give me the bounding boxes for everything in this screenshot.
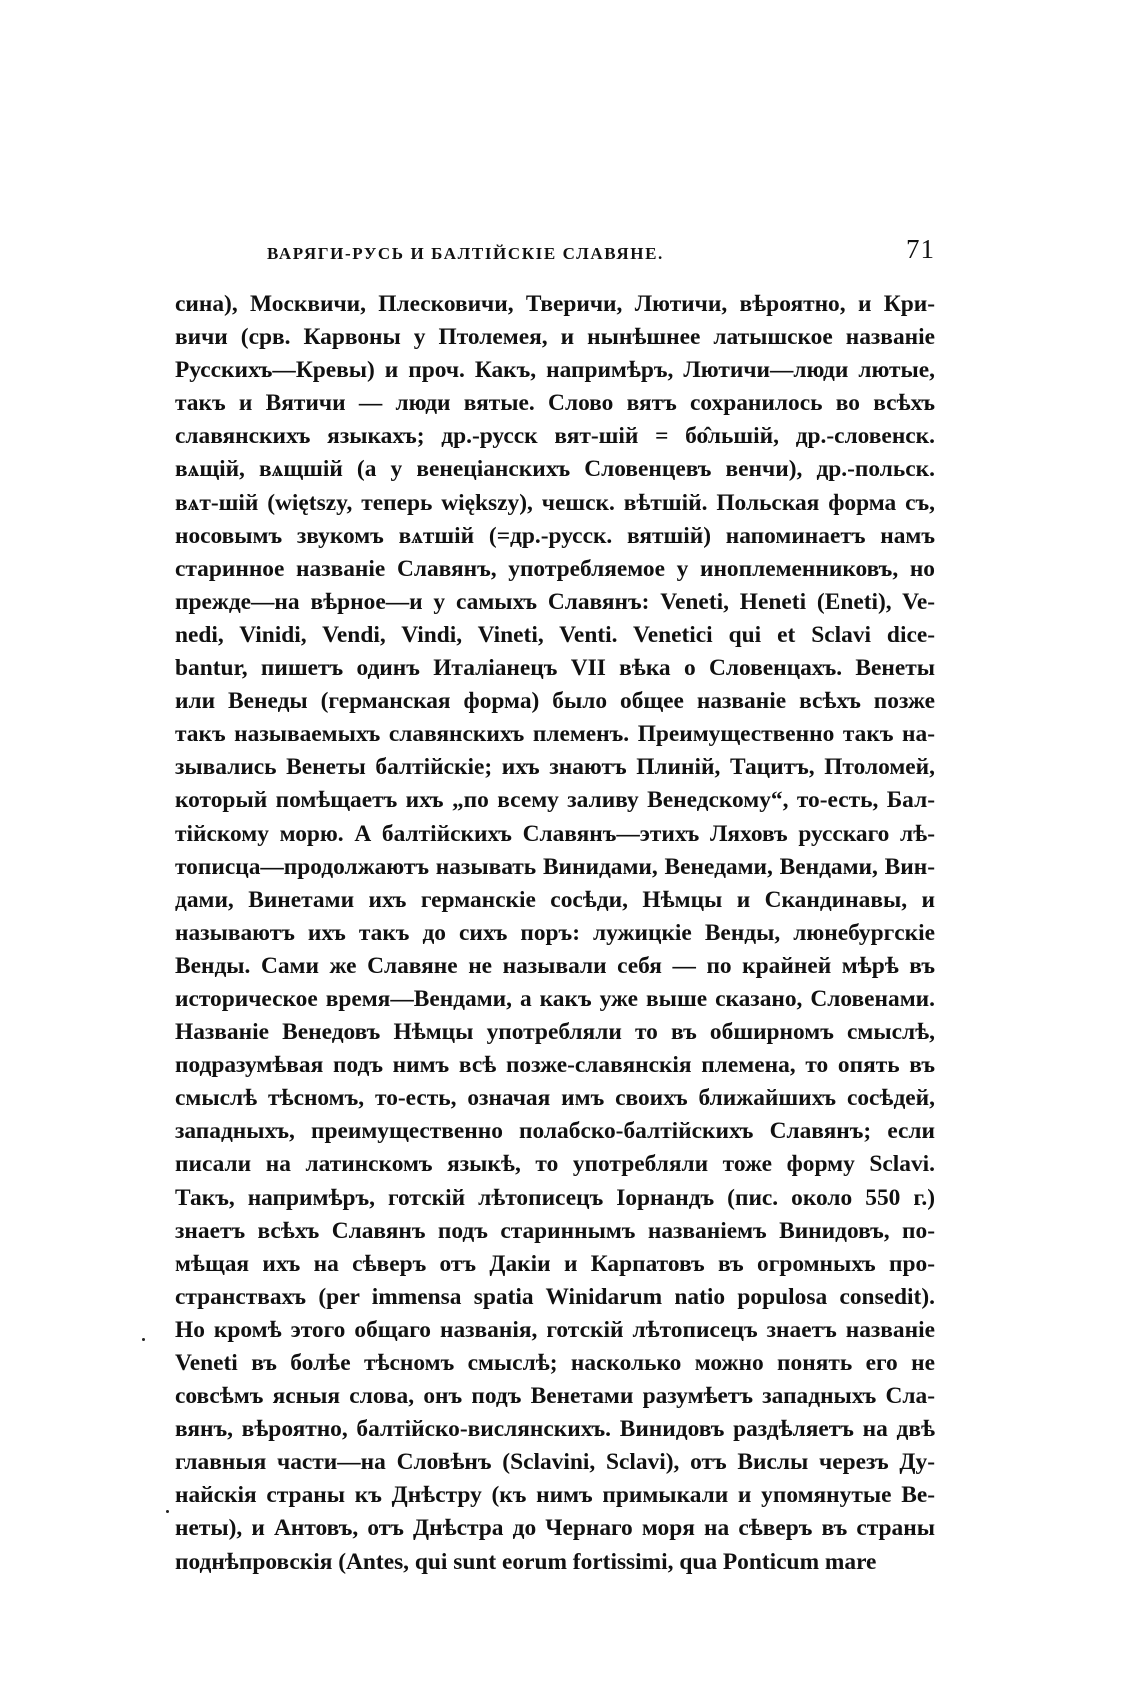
text-line: такъ называемыхъ славянскихъ племенъ. Преимущественно такъ на-	[175, 721, 935, 748]
text-line: Русскихъ—Кревы) и проч. Какъ, напримѣръ, Лютичи—люди лютые,	[175, 357, 935, 384]
text-line: западныхъ, преимущественно полабско-балтійскихъ Славянъ; если	[175, 1118, 935, 1145]
text-line: совсѣмъ ясныя слова, онъ подъ Венетами разумѣетъ западныхъ Сла-	[175, 1383, 935, 1410]
text-line: nedi, Vinidi, Vendi, Vindi, Vineti, Venti. Venetici qui et Sclavi dice-	[175, 621, 935, 648]
text-line: или Венеды (германская форма) было общее названіе всѣхъ позже	[175, 688, 935, 715]
text-line: поднѣпровскія (Antes, qui sunt eorum fortissimi, qua Ponticum mare	[175, 1548, 877, 1575]
text-line: главныя части—на Словѣнъ (Sclavini, Sclavi), отъ Вислы черезъ Ду-	[175, 1449, 935, 1476]
text-line: знаетъ всѣхъ Славянъ подъ стариннымъ названіемъ Винидовъ, по-	[175, 1217, 935, 1244]
page-number: 71	[906, 234, 935, 264]
ink-speck	[166, 1510, 169, 1513]
text-line: подразумѣвая подъ нимъ всѣ позже-славянскія племена, то опять въ	[175, 1052, 935, 1079]
text-line: зывались Венеты балтійскіе; ихъ знаютъ Плиній, Тацитъ, Птоломей,	[175, 754, 935, 781]
running-title: ВАРЯГИ-РУСЬ И БАЛТІЙСКІЕ СЛАВЯНЕ.	[267, 244, 664, 263]
text-line: мѣщая ихъ на сѣверъ отъ Дакіи и Карпатовъ въ огромныхъ про-	[175, 1250, 935, 1277]
text-line: вѧт-шій (więtszy, теперь większy), чешск. вѣтшій. Польская форма съ,	[175, 489, 935, 516]
text-line: называютъ ихъ такъ до сихъ поръ: лужицкіе Венды, люнебургскіе	[175, 919, 935, 946]
text-line: вѧщій, вѧщшій (а у венеціанскихъ Словенцевъ венчи), др.-польск.	[175, 456, 935, 483]
text-line: носовымъ звукомъ вѧтшій (=др.-русск. вятшій) напоминаетъ намъ	[175, 522, 935, 549]
text-line: странствахъ (per immensa spatia Winidarum natio populosa consedit).	[175, 1283, 935, 1310]
text-line: Но кромѣ этого общаго названія, готскій лѣтописецъ знаетъ названіе	[175, 1316, 935, 1343]
text-line: такъ и Вятичи — люди вятые. Слово вятъ сохранилось во всѣхъ	[175, 390, 935, 417]
text-line: старинное названіе Славянъ, употребляемое у иноплеменниковъ, но	[175, 555, 935, 582]
text-line: тійскому морю. А балтійскихъ Славянъ—этихъ Ляховъ русскаго лѣ-	[175, 820, 935, 847]
text-line: вянъ, вѣроятно, балтійско-вислянскихъ. Винидовъ раздѣляетъ на двѣ	[175, 1416, 935, 1443]
text-line: сина), Москвичи, Плесковичи, Тверичи, Лютичи, вѣроятно, и Кри-	[175, 291, 935, 317]
ink-speck	[142, 1338, 145, 1341]
body-text	[175, 288, 935, 1579]
text-line: Названіе Венедовъ Нѣмцы употребляли то въ обширномъ смыслѣ,	[175, 1019, 935, 1046]
text-line: неты), и Антовъ, отъ Днѣстра до Чернаго моря на сѣверъ въ страны	[175, 1515, 935, 1542]
text-line: вичи (срв. Карвоны у Птолемея, и нынѣшнее латышское названіе	[175, 324, 935, 351]
text-line: историческое время—Вендами, а какъ уже выше сказано, Словенами.	[175, 985, 935, 1012]
text-line: который помѣщаетъ ихъ „по всему заливу Венедскому“, то-есть, Бал-	[175, 787, 935, 814]
text-line: найскія страны къ Днѣстру (къ нимъ примыкали и упомянутые Ве-	[175, 1482, 935, 1509]
text-line: Veneti въ болѣе тѣсномъ смыслѣ; насколько можно понять его не	[175, 1350, 935, 1376]
text-line: смыслѣ тѣсномъ, то-есть, означая имъ своихъ ближайшихъ сосѣдей,	[175, 1085, 935, 1112]
text-line: Такъ, напримѣръ, готскій лѣтописецъ Іорнандъ (пис. около 550 г.)	[175, 1184, 935, 1211]
running-head	[175, 236, 935, 276]
text-line: тописца—продолжаютъ называть Винидами, Венедами, Вендами, Вин-	[175, 853, 935, 880]
text-line: писали на латинскомъ языкѣ, то употребляли тоже форму Sclavi.	[175, 1151, 935, 1178]
text-line: прежде—на вѣрное—и у самыхъ Славянъ: Veneti, Heneti (Eneti), Ve-	[175, 588, 935, 615]
text-line: bantur, пишетъ одинъ Италіанецъ VII вѣка о Словенцахъ. Венеты	[175, 655, 935, 682]
text-line: славянскихъ языкахъ; др.-русск вят-шій = бо̂льшій, др.-словенск.	[175, 423, 935, 450]
text-line: дами, Винетами ихъ германскіе сосѣди, Нѣмцы и Скандинавы, и	[175, 886, 935, 913]
text-line: Венды. Сами же Славяне не называли себя — по крайней мѣрѣ въ	[175, 952, 935, 979]
